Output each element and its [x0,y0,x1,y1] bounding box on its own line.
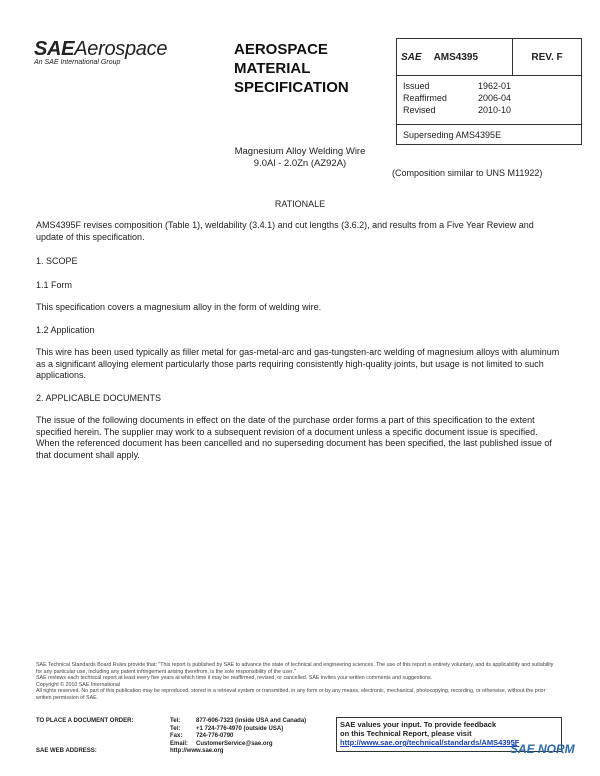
logo-word: Aerospace [74,38,168,60]
doc-number: AMS4395 [433,51,479,63]
tel-value: 877-606-7323 (inside USA and Canada) [196,718,307,724]
section-1-heading: 1. SCOPE [36,256,78,266]
revision-cell: REV. F [531,51,563,63]
order-label: TO PLACE A DOCUMENT ORDER: [36,718,134,724]
rationale-heading: RATIONALE [274,199,326,209]
web-label: SAE WEB ADDRESS: [36,748,97,755]
standards-board-notice [36,662,560,702]
feedback-link[interactable]: http://www.sae.org/technical/standards/AMS4395F [340,738,520,747]
web-value[interactable]: http://www.sae.org [170,748,224,755]
sae-norm-watermark: SAE NORM [510,742,575,756]
feedback-line-1: SAE values your input. To provide feedback [340,720,497,729]
notice-line: SAE Technical Standards Board Rules provide that: "This report is published by SAE to advance the state of technical and engineering sciences. The use of this report is entirely voluntary, and its applicability and suitability for any particular use, including any patent infringement arising therefrom, is the sole responsibility of the user." [36,662,554,675]
fax-label: Fax: [170,733,183,740]
feedback-line-2: on this Technical Report, please visit [340,729,472,738]
title-line: AEROSPACE [234,41,328,58]
doc-number-cell [397,39,513,75]
email-value[interactable]: CustomerService@sae.org [196,740,273,747]
date-value: 2006-04 [477,93,511,103]
tel-label: Tel: [170,718,181,724]
date-label: Reaffirmed [403,93,447,103]
section-1-2-text: This wire has been used typically as filler metal for gas-metal-arc and gas-tungsten-arc welding of magnesium alloys with aluminum as a significant alloying element particularly those parts requiring consistently high-quality joints, but usage is not limited to such applications. [36,347,560,380]
date-row [403,80,511,92]
sae-mark: SAE [401,51,422,63]
logo-tagline: An SAE International Group [34,59,121,66]
title-line: MATERIAL [234,60,311,77]
date-row [403,92,511,104]
rationale-text: AMS4395F revises composition (Table 1), weldability (3.4.1) and cut lengths (3.6.2), and results from a Five Year Review and update of this specification. [36,220,534,242]
section-2-heading: 2. APPLICABLE DOCUMENTS [36,393,162,403]
email-label: Email: [170,740,189,747]
title-line: SPECIFICATION [234,79,349,96]
document-info-box [396,38,582,145]
section-2-text: The issue of the following documents in effect on the date of the purchase order forms a part of this specification to the extent specified herein. The supplier may work to a subsequent revision of a document unless a specific document issue is specified. When the referenced document has been cancelled and no superseding document has been specified, the last published issue of that document shall apply. [36,415,552,460]
dates-block [397,76,581,125]
notice-line: SAE reviews each technical report at least every five years at which time it may be reaffirmed, revised, or cancelled. SAE invites your written comments and suggestions. [36,675,433,682]
date-label: Revised [403,105,436,115]
sae-aerospace-logo [34,38,234,66]
spec-type-title [234,40,394,97]
date-row [403,104,511,116]
order-contact-table [36,718,310,756]
date-value: 2010-10 [477,105,511,115]
notice-line: All rights reserved. No part of this publication may be reproduced, stored in a retrieval system or transmitted, in any form or by any means, electronic, mechanical, photocopying, recording, or otherwise, without the prior written permission of SAE. [36,688,546,701]
date-value: 1962-01 [477,81,511,91]
copyright-line: Copyright © 2010 SAE International [36,681,120,688]
superseding-note: Superseding AMS4395E [403,130,502,140]
date-label: Issued [403,81,430,91]
fax-value: 724-776-0790 [196,733,234,740]
composition-note: (Composition similar to UNS M11922) [392,168,543,178]
tel2-value: +1 724-776-4970 (outside USA) [196,725,284,732]
document-title [150,146,450,170]
title-line-2: 9.0Al - 2.0Zn (AZ92A) [253,158,347,169]
tel2-label: Tel: [170,725,181,732]
title-line-1: Magnesium Alloy Welding Wire [234,146,366,157]
section-1-1-heading: 1.1 Form [36,280,73,290]
logo-brand: SAE [34,38,75,60]
section-1-2-heading: 1.2 Application [36,325,95,335]
section-1-1-text: This specification covers a magnesium alloy in the form of welding wire. [36,302,322,312]
